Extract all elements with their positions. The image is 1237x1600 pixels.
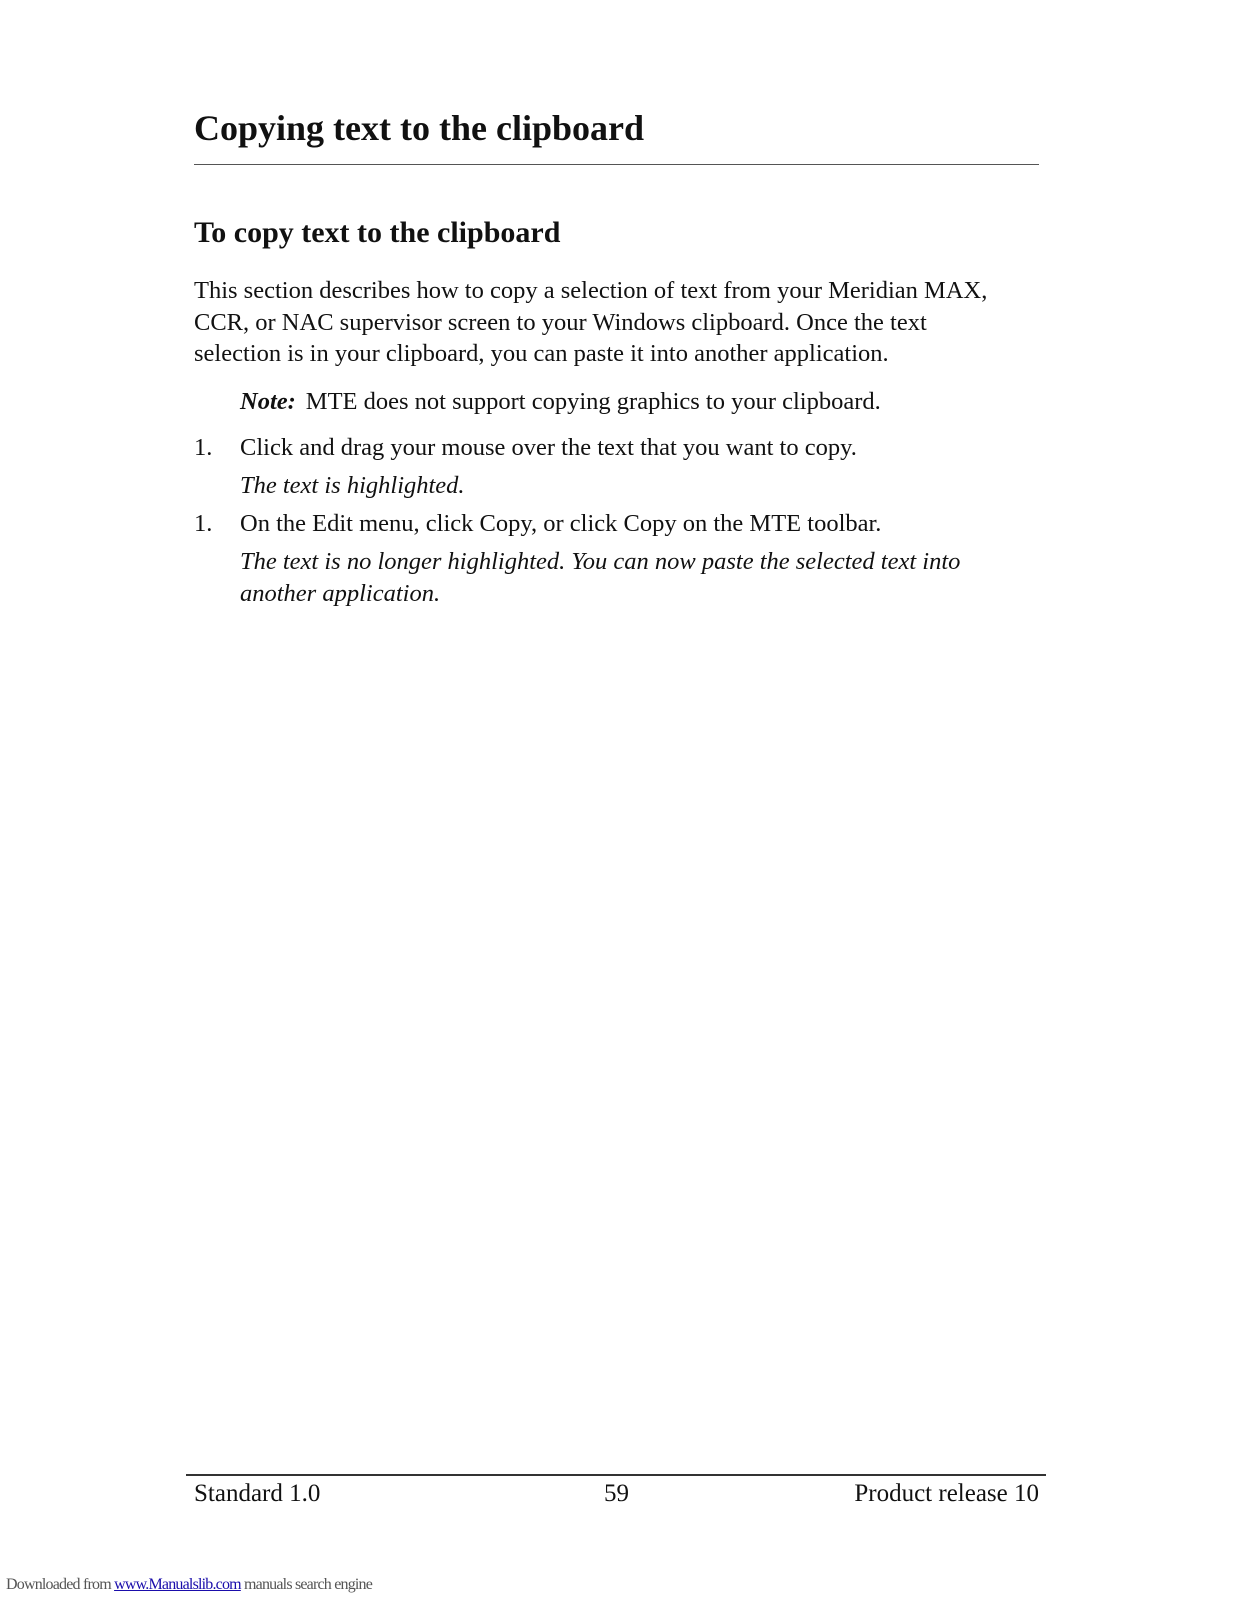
step-number: 1. bbox=[194, 510, 213, 537]
step-1 bbox=[194, 432, 857, 464]
footer-standard: Standard 1.0 bbox=[194, 1480, 321, 1507]
result-line: The text is no longer highlighted. You can now paste the selected text into bbox=[240, 548, 961, 575]
title-divider bbox=[194, 164, 1039, 165]
intro-paragraph bbox=[194, 275, 1044, 370]
intro-line: This section describes how to copy a selection of text from your Meridian MAX, bbox=[194, 277, 988, 304]
manualslib-link[interactable]: www.Manualslib.com bbox=[114, 1576, 241, 1593]
download-suffix: manuals search engine bbox=[240, 1576, 373, 1593]
footer-release: Product release 10 bbox=[854, 1480, 1039, 1507]
step-2 bbox=[194, 508, 881, 540]
step-1-result bbox=[240, 470, 465, 502]
footer-divider bbox=[186, 1474, 1046, 1476]
result-line: The text is highlighted. bbox=[240, 472, 465, 499]
step-number: 1. bbox=[194, 434, 213, 461]
step-text: On the Edit menu, click Copy, or click Copy on the MTE toolbar. bbox=[240, 510, 882, 537]
note-text: MTE does not support copying graphics to your clipboard. bbox=[305, 388, 881, 415]
intro-line: CCR, or NAC supervisor screen to your Windows clipboard. Once the text bbox=[194, 308, 927, 336]
section-heading: To copy text to the clipboard bbox=[194, 216, 561, 249]
page-number: 59 bbox=[604, 1480, 629, 1507]
download-note bbox=[6, 1575, 372, 1595]
step-2-result bbox=[240, 546, 960, 609]
note bbox=[240, 386, 881, 418]
result-line: another application. bbox=[240, 579, 441, 607]
note-label: Note: bbox=[240, 388, 296, 415]
page-title: Copying text to the clipboard bbox=[194, 108, 644, 148]
download-prefix: Downloaded from bbox=[6, 1576, 115, 1593]
intro-line: selection is in your clipboard, you can paste it into another application. bbox=[194, 340, 889, 367]
step-text: Click and drag your mouse over the text that you want to copy. bbox=[240, 434, 857, 461]
